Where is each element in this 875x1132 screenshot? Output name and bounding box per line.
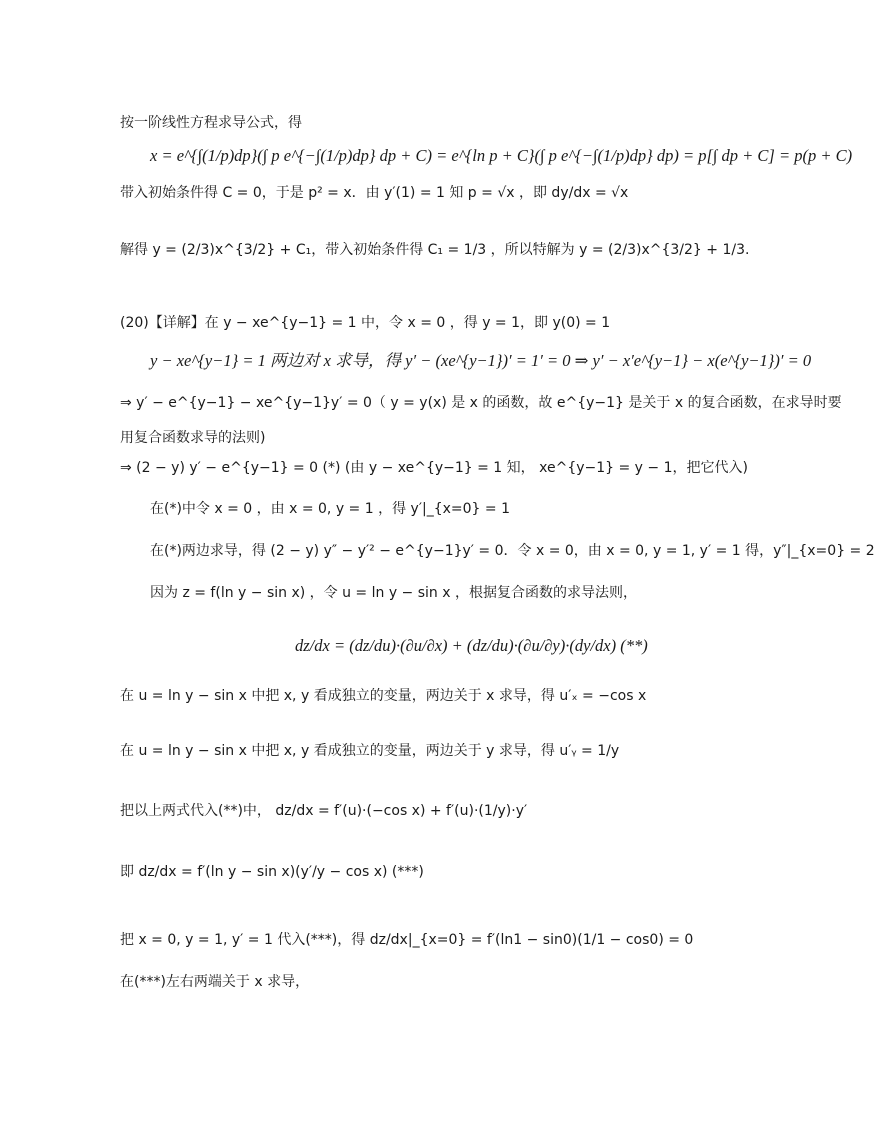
text-line: 因为 z = f(ln y − sin x) ，令 u = ln y − sin x ，根据复合函数的求导法则， bbox=[150, 585, 637, 601]
text-line: 在(***)左右两端关于 x 求导， bbox=[120, 974, 310, 990]
text-line: 带入初始条件得 C = 0，于是 p² = x．由 y′(1) = 1 知 p = √x ，即 dy/dx = √x bbox=[120, 185, 629, 201]
text-line: 把以上两式代入(**)中， dz/dx = f′(u)·(−cos x) + f′(u)·(1/y)·y′ bbox=[120, 803, 528, 819]
text-line: 在(*)两边求导，得 (2 − y) y″ − y′² − e^{y−1}y′ = 0．令 x = 0，由 x = 0, y = 1, y′ = 1 得，y″|_{x=0} = 2 bbox=[150, 543, 875, 559]
text-line: 用复合函数求导的法则) bbox=[120, 430, 266, 446]
text-line: ⇒ (2 − y) y′ − e^{y−1} = 0 (*) (由 y − xe^{y−1} = 1 知， xe^{y−1} = y − 1，把它代入) bbox=[120, 460, 748, 476]
text-line: 即 dz/dx = f′(ln y − sin x)(y′/y − cos x) (***) bbox=[120, 864, 424, 880]
formula-line: dz/dx = (dz/du)·(∂u/∂x) + (dz/du)·(∂u/∂y)·(dy/dx) (**) bbox=[295, 636, 648, 655]
text-line: 解得 y = (2/3)x^{3/2} + C₁，带入初始条件得 C₁ = 1/3 ，所以特解为 y = (2/3)x^{3/2} + 1/3. bbox=[120, 242, 750, 258]
text-line: 在 u = ln y − sin x 中把 x, y 看成独立的变量，两边关于 y 求导，得 u′ᵧ = 1/y bbox=[120, 743, 620, 759]
formula-line: y − xe^{y−1} = 1 两边对 x 求导，得 y′ − (xe^{y−1})′ = 1′ = 0 ⇒ y′ − x′e^{y−1} − x(e^{y−1})′ = 0 bbox=[150, 351, 812, 370]
text-line: 把 x = 0, y = 1, y′ = 1 代入(***)，得 dz/dx|_{x=0} = f′(ln1 − sin0)(1/1 − cos0) = 0 bbox=[120, 932, 694, 948]
formula-line: x = e^{∫(1/p)dp}(∫ p e^{−∫(1/p)dp} dp + C) = e^{ln p + C}(∫ p e^{−∫(1/p)dp} dp) = p[∫ dp + C] = p(p + C) bbox=[150, 146, 853, 165]
text-line: 在 u = ln y − sin x 中把 x, y 看成独立的变量，两边关于 x 求导，得 u′ₓ = −cos x bbox=[120, 688, 647, 704]
text-line: (20)【详解】在 y − xe^{y−1} = 1 中，令 x = 0 ，得 y = 1，即 y(0) = 1 bbox=[120, 315, 611, 331]
text-line: 在(*)中令 x = 0 ，由 x = 0, y = 1 ，得 y′|_{x=0} = 1 bbox=[150, 501, 511, 517]
text-line: ⇒ y′ − e^{y−1} − xe^{y−1}y′ = 0（ y = y(x) 是 x 的函数，故 e^{y−1} 是关于 x 的复合函数，在求导时要 bbox=[120, 395, 842, 411]
text-line: 按一阶线性方程求导公式，得 bbox=[120, 115, 302, 131]
